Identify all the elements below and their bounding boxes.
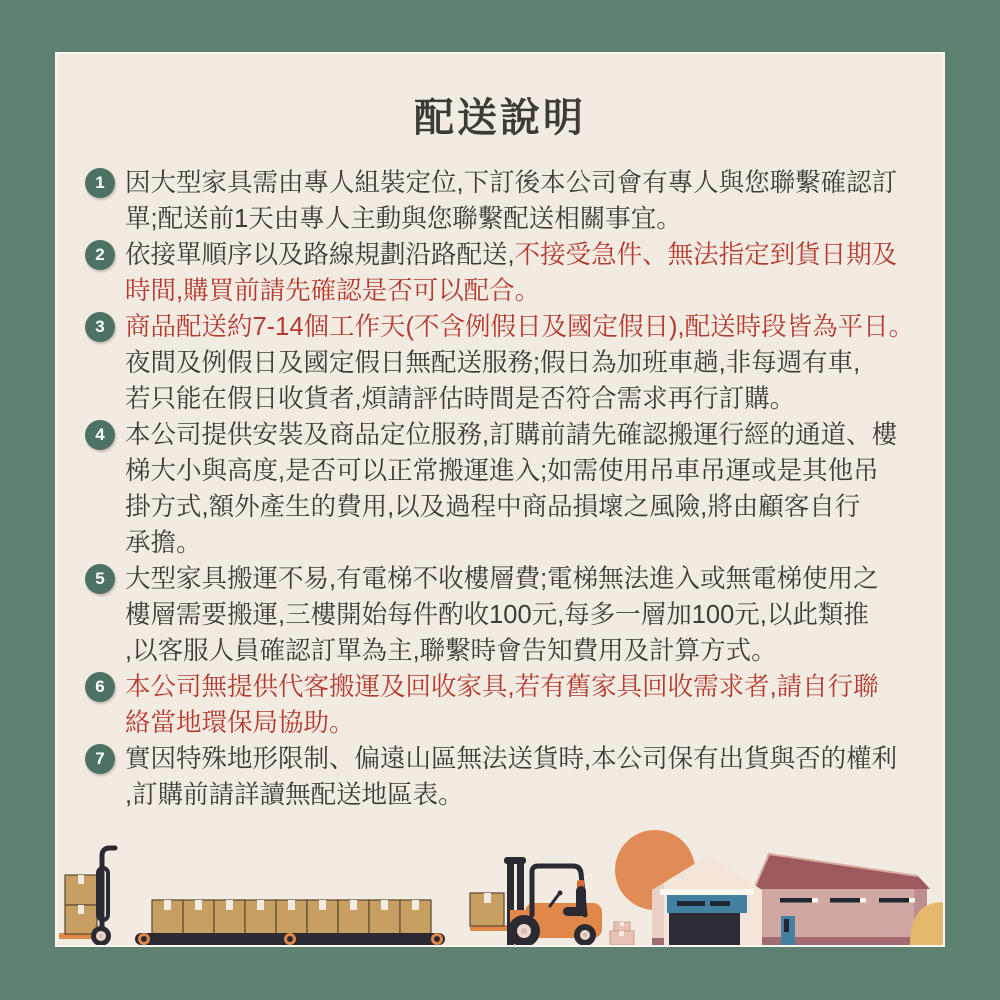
notice-text xyxy=(125,165,925,237)
warehouse-building xyxy=(754,854,930,945)
notice-segment: 樓層需要搬運,三樓開始每件酌收100元,每多一層加100元,以此類推 xyxy=(125,601,869,629)
notice-segment: 絡當地環保局協助。 xyxy=(125,709,355,737)
notice-text xyxy=(125,237,925,309)
notice-item xyxy=(85,561,925,669)
small-parcels xyxy=(610,922,634,945)
notice-segment: 掛方式,額外產生的費用,以及過程中商品損壞之風險,將由顧客自行 xyxy=(125,493,861,521)
notice-segment: 商品配送約7-14個工作天(不含例假日及國定假日),配送時段皆為平日。 xyxy=(125,313,915,341)
notice-segment: 承擔。 xyxy=(125,529,202,557)
hand-truck-illustration xyxy=(59,848,115,945)
notice-item xyxy=(85,417,925,561)
notice-segment: 不接受急件、無法指定到貨日期及 xyxy=(514,241,898,269)
notice-item xyxy=(85,741,925,813)
item-number-badge: 7 xyxy=(85,744,115,774)
item-number-badge: 2 xyxy=(85,240,115,270)
delivery-illustration xyxy=(57,830,943,945)
notice-segment: 若只能在假日收貨者,煩請評估時間是否符合需求再行訂購。 xyxy=(125,385,796,413)
item-number-badge: 1 xyxy=(85,168,115,198)
conveyor-boxes xyxy=(152,900,431,934)
notice-item xyxy=(85,309,925,417)
notice-text xyxy=(125,741,925,813)
notice-segment: 本公司提供安裝及商品定位服務,訂購前請先確認搬運行經的通道、樓 xyxy=(125,421,898,449)
notice-segment: 夜間及例假日及國定假日無配送服務;假日為加班車趟,非每週有車, xyxy=(125,349,861,377)
notice-segment: 因大型家具需由專人組裝定位,下訂後本公司會有專人與您聯繫確認訂 xyxy=(125,169,898,197)
notice-item xyxy=(85,669,925,741)
item-number-badge: 3 xyxy=(85,312,115,342)
item-number-badge: 6 xyxy=(85,672,115,702)
notice-segment: 時間,購買前請先確認是否可以配合。 xyxy=(125,277,541,305)
notice-text xyxy=(125,669,925,741)
page-title: 配送說明 xyxy=(414,96,586,140)
notice-segment: ,以客服人員確認訂單為主,聯繫時會告知費用及計算方式。 xyxy=(125,637,777,665)
item-number-badge: 5 xyxy=(85,564,115,594)
notice-text xyxy=(125,309,925,417)
notice-text xyxy=(125,417,925,561)
notice-segment: 梯大小與高度,是否可以正常搬運進入;如需使用吊車吊運或是其他吊 xyxy=(125,457,879,485)
side-door xyxy=(781,916,795,945)
notice-segment: 單;配送前1天由專人主動與您聯繫配送相關事宜。 xyxy=(125,205,682,233)
conveyor-illustration xyxy=(135,900,445,945)
notice-list xyxy=(85,165,925,813)
notice-segment: 依接單順序以及路線規劃沿路配送, xyxy=(125,241,515,269)
notice-item xyxy=(85,165,925,237)
item-number-badge: 4 xyxy=(85,420,115,450)
delivery-notice-panel xyxy=(55,52,945,947)
notice-segment: 本公司無提供代客搬運及回收家具,若有舊家具回收需求者,請自行聯 xyxy=(125,673,879,701)
garage-opening xyxy=(669,913,740,945)
notice-item xyxy=(85,237,925,309)
notice-text xyxy=(125,561,925,669)
notice-segment: 大型家具搬運不易,有電梯不收樓層費;電梯無法進入或無電梯使用之 xyxy=(125,565,879,593)
notice-segment: 實因特殊地形限制、偏遠山區無法送貨時,本公司保有出貨與否的權利 xyxy=(125,745,898,773)
notice-segment: ,訂購前請詳讀無配送地區表。 xyxy=(125,781,464,809)
window-slits xyxy=(780,898,915,903)
forklift-illustration xyxy=(470,857,602,945)
